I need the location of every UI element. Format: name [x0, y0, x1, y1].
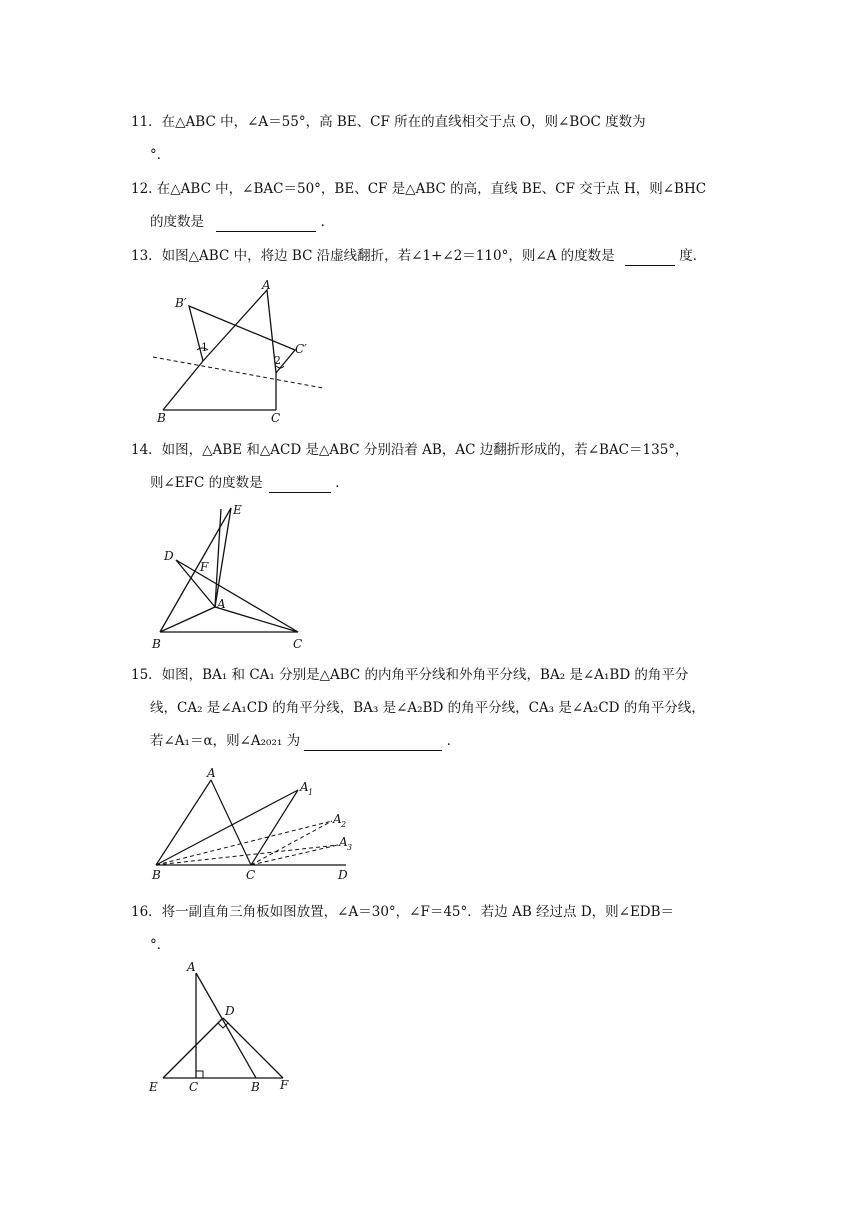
triangle-acd-fold — [176, 560, 298, 632]
label-a: A — [187, 960, 196, 974]
problem-14-suffix: ． — [335, 475, 349, 491]
problem-11-line-1: 11．在△ABC 中，∠A＝55°，高 BE、CF 所在的直线相交于点 O，则∠BOC 度数为 — [131, 114, 646, 130]
label-e: E — [149, 1080, 158, 1094]
answer-blank-13[interactable] — [625, 251, 675, 266]
label-angle-1: 1 — [201, 341, 208, 354]
label-a2-sub: 2 — [341, 820, 347, 829]
figure-15 — [148, 765, 368, 885]
label-angle-2: 2 — [274, 354, 281, 367]
problem-16-line-1: 16．将一副直角三角板如图放置，∠A＝30°，∠F＝45°．若边 AB 经过点 D，则∠EDB＝ — [131, 904, 675, 920]
segment-ca2 — [251, 821, 332, 865]
label-a: A — [262, 278, 271, 292]
problem-14-line-1: 14．如图，△ABE 和△ACD 是△ABC 分别沿着 AB，AC 边翻折形成的，若∠BAC＝135°， — [131, 442, 689, 458]
label-a1: A — [300, 780, 309, 794]
fold-line — [153, 357, 323, 388]
label-b: B — [152, 637, 161, 651]
label-b-prime: B′ — [175, 296, 187, 310]
label-b: B — [157, 411, 166, 425]
side-ab-lower — [163, 361, 203, 410]
problem-14-line-2 — [150, 473, 349, 493]
segment-ed — [163, 1018, 223, 1078]
label-f: F — [200, 560, 209, 574]
figure-13 — [145, 280, 345, 430]
problem-12-line-1: 12. 在△ABC 中，∠BAC＝50°，BE、CF 是△ABC 的高，直线 BE、CF 交于点 H，则∠BHC — [131, 181, 707, 197]
problem-15-prefix: 若∠A₁＝α，则∠A₂₀₂₁ 为 — [150, 733, 301, 749]
answer-blank-12[interactable] — [216, 217, 316, 232]
problem-13-prefix: 13．如图△ABC 中，将边 BC 沿虚线翻折，若∠1+∠2＝110°，则∠A 的度数是 — [131, 248, 615, 264]
problem-15-line-3 — [150, 731, 460, 751]
segment-ba3 — [156, 845, 338, 865]
segment-df — [223, 1018, 283, 1078]
problem-12-line-2 — [150, 212, 334, 232]
segment-ba1 — [156, 790, 298, 865]
answer-blank-14[interactable] — [269, 478, 331, 493]
label-c: C — [293, 637, 303, 651]
figure-16 — [145, 957, 305, 1097]
problem-13-line-1 — [131, 246, 706, 266]
label-c: C — [189, 1080, 199, 1094]
segment-ca1 — [251, 790, 298, 865]
problem-12-prefix: 的度数是 — [150, 214, 204, 230]
segment-ba — [156, 780, 211, 865]
problem-16-line-2: °． — [150, 937, 171, 953]
label-d: D — [225, 1004, 235, 1018]
segment-ac — [211, 780, 251, 865]
right-angle-c-mark — [196, 1071, 203, 1078]
label-b: B — [251, 1080, 260, 1094]
problem-12-suffix: ． — [320, 214, 335, 230]
label-e: E — [233, 503, 242, 517]
label-a3: A — [339, 835, 348, 849]
problem-14-prefix: 则∠EFC 的度数是 — [150, 475, 263, 491]
problem-11-line-2: °． — [150, 147, 171, 163]
label-c: C — [246, 868, 256, 882]
label-d: D — [164, 549, 174, 563]
label-a: A — [217, 597, 226, 611]
problem-13-suffix: 度． — [679, 248, 707, 264]
label-d: D — [338, 868, 348, 882]
figure-14 — [150, 500, 320, 655]
label-f: F — [280, 1078, 289, 1092]
segment-ca3 — [251, 845, 338, 865]
label-c: C — [271, 411, 281, 425]
segment-ba2 — [156, 821, 332, 865]
answer-blank-15[interactable] — [304, 736, 442, 751]
problem-15-line-1: 15．如图，BA₁ 和 CA₁ 分别是△ABC 的内角平分线和外角平分线，BA₂ 是∠A₁BD 的角平分 — [131, 667, 689, 683]
label-a2: A — [333, 812, 342, 826]
label-c-prime: C′ — [295, 342, 307, 356]
label-a: A — [207, 766, 216, 780]
problem-15-line-2: 线，CA₂ 是∠A₁CD 的角平分线，BA₃ 是∠A₂BD 的角平分线，CA₃ 是∠A₂CD 的角平分线， — [150, 700, 705, 716]
triangle-abc-left — [203, 290, 276, 373]
problem-15-suffix: ． — [446, 733, 461, 749]
label-a3-sub: 3 — [347, 843, 353, 852]
label-b: B — [152, 868, 161, 882]
label-a1-sub: 1 — [308, 788, 314, 797]
